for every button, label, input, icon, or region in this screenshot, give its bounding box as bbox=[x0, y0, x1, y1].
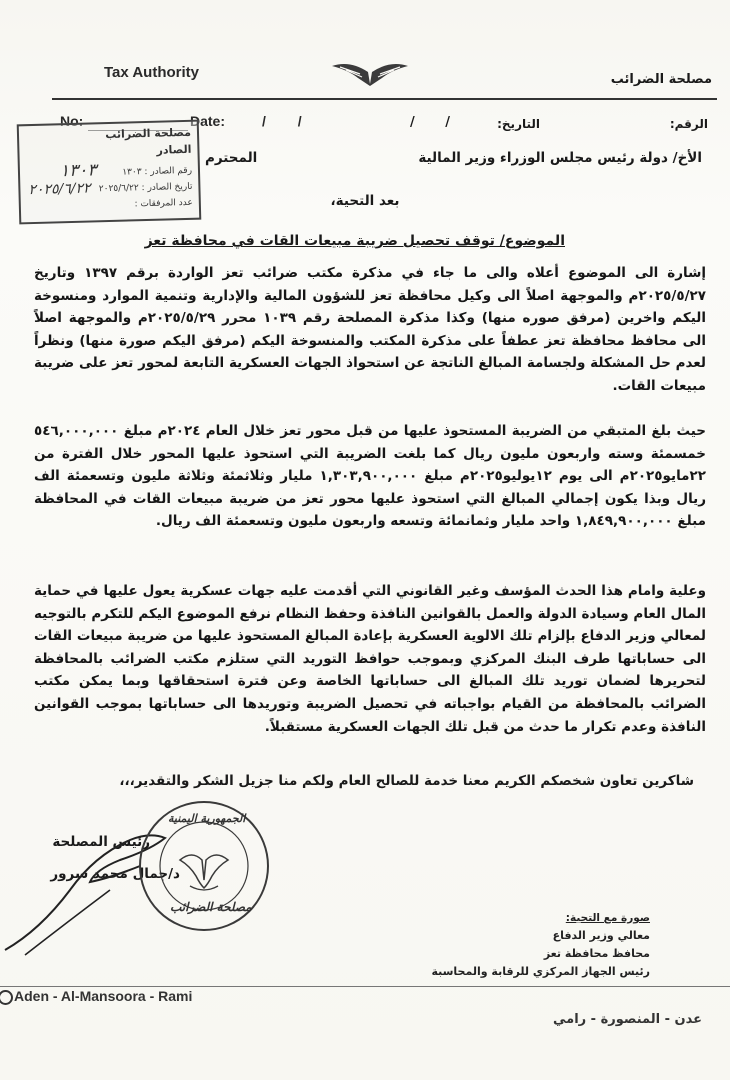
body-paragraph-1: إشارة الى الموضوع أعلاه والى ما جاء في مذكرة مكتب ضرائب تعز الواردة برقم ١٣٩٧ وتاريخ ٢٠٢٥/٥/٢٧م والموجهة اصلاً الى وكيل محافظة تعز للشؤون المالية والإدارية وتنمية الموارد ومنسوخة اليكم واخرين (مرفق صوره منها) وكذا مذكرة المصلحة رقم ١٠٣٩ محرر ٢٠٢٥/٥/٢٩م والموجهة اصلاً الى محافظ محافظة تعز عطفاً على مذكرة المكتب والمنسوخة اليكم (مرفق اليكم صورة منها) ونظراً لعدم حل المشكلة ولجسامة المبالغ الناتجة عن استحواذ الجهات العسكرية التابعة لمحور تعز على ضريبة مبيعات القات. bbox=[34, 265, 706, 394]
signature-title: رئيس المصلحة bbox=[52, 834, 150, 850]
org-name-en: Tax Authority bbox=[104, 64, 200, 81]
date-slashes-ar: / / bbox=[409, 115, 450, 130]
stamp-line-1: مصلحة الضرائب bbox=[105, 125, 192, 142]
footer-address-en: Aden - Al-Mansoora - Rami bbox=[14, 988, 193, 1004]
location-pin-icon bbox=[0, 990, 13, 1005]
cc-label: صورة مع التحية: bbox=[565, 912, 650, 924]
addressee-honorific: المحترم bbox=[205, 150, 258, 166]
cc-item-1: معالي وزير الدفاع bbox=[552, 929, 650, 942]
header-divider bbox=[52, 98, 717, 100]
addressee-line: الأخ/ دولة رئيس مجلس الوزراء وزير المالية bbox=[418, 150, 702, 166]
closing-line: شاكرين تعاون شخصكم الكريم معنا خدمة للصالح العام ولكم منا جزيل الشكر والتقدير،،، bbox=[119, 773, 694, 789]
stamp-line-2: الصادر bbox=[156, 142, 192, 157]
date-slashes: / / bbox=[262, 113, 302, 129]
stamp-line-5: عدد المرفقات : bbox=[134, 197, 193, 210]
signature-name: د/جمال محمد سرور bbox=[50, 866, 180, 882]
seal-bottom-text: مصلحة الضرائب bbox=[170, 900, 252, 914]
stamp-handwritten-number: ١٣٠٣ bbox=[59, 160, 97, 182]
cc-item-2: محافظ محافظة تعز bbox=[543, 947, 650, 960]
body-paragraph-3: وعلية وامام هذا الحدث المؤسف وغير القانوني التي أقدمت عليه جهات عسكرية يعول عليها في حماية المال العام وسيادة الدولة والعمل بالقوانين النافذة وحفظ النظام نرفع الموضوع اليكم للتكرم بالتوجيه لمعالي وزير الدفاع بإلزام تلك الالوية العسكرية بإعادة المبالغ المستحوذ عليها من ضريبة مبيعات القات الى حساباتها طرف البنك المركزي وبموجب حوافظ التوريد التي ستلزم مكتب الضرائب بالمحافظة لتحريرها لضمان توريد تلك المبالغ الى حساباتها الخاصة وعن فترة استحقاقها وبما يمكن مكتب الضرائب بالمحافظة من القيام بواجباته في تحصيل الضريبة وتوريدها الى حساباتها بموجب القوانين النافذة وعدم تكرار ما حدث من قبل تلك الجهات العسكرية مستقبلاً. bbox=[34, 583, 706, 735]
stamp-line-4: تاريخ الصادر : ٢٠٢٥/٦/٢٢ bbox=[98, 181, 193, 195]
stamp-handwritten-date: ٢٠٢٥/٦/٢٢ bbox=[28, 180, 91, 199]
body-paragraph-2: حيث بلغ المتبقي من الضريبة المستحوذ عليها من قبل محور تعز خلال العام ٢٠٢٤م مبلغ ٥٤٦,٠٠٠,٠٠٠ خمسمئة وسته واربعون مليون ريال كما بلغت الضريبة التي استحوذ عليها المحور خلال الفترة من ٢٢مايو٢٠٢٥م الى يوم ١٢يوليو٢٠٢٥م مبلغ ١,٣٠٣,٩٠٠,٠٠٠ مليار وثلاثمئة وثلاثة مليون وتسعمئة الف ريال وبذا يكون إجمالي المبالغ التي استحوذ عليها محور تعز من ضريبة مبيعات القات في المحافظة مبلغ ١,٨٤٩,٩٠٠,٠٠٠ واحد مليار وثمانمائة وتسعه واربعون مليون وتسعمئة الف ريال. bbox=[34, 423, 706, 530]
date-label: Date: bbox=[190, 113, 226, 129]
seal-top-text: الجمهورية اليمنية bbox=[168, 812, 246, 825]
greeting: بعد التحية، bbox=[330, 193, 400, 209]
footer-address-ar: عدن - المنصورة - رامي bbox=[553, 1012, 702, 1027]
org-name-ar: مصلحة الضرائب bbox=[610, 72, 712, 87]
footer-divider bbox=[0, 986, 730, 987]
date-label-ar: التاريخ: bbox=[497, 117, 540, 131]
number-label-ar: الرقم: bbox=[669, 117, 708, 131]
stamp-line-3: رقم الصادر : ١٣٠٣ bbox=[122, 165, 193, 178]
cc-item-3: رئيس الجهاز المركزي للرقابة والمحاسبة bbox=[431, 965, 650, 978]
no-label: No: bbox=[60, 113, 84, 129]
subject-line: الموضوع/ توقف تحصيل ضريبة مبيعات القات في محافظة تعز bbox=[144, 233, 565, 249]
eagle-emblem-icon bbox=[330, 58, 410, 88]
